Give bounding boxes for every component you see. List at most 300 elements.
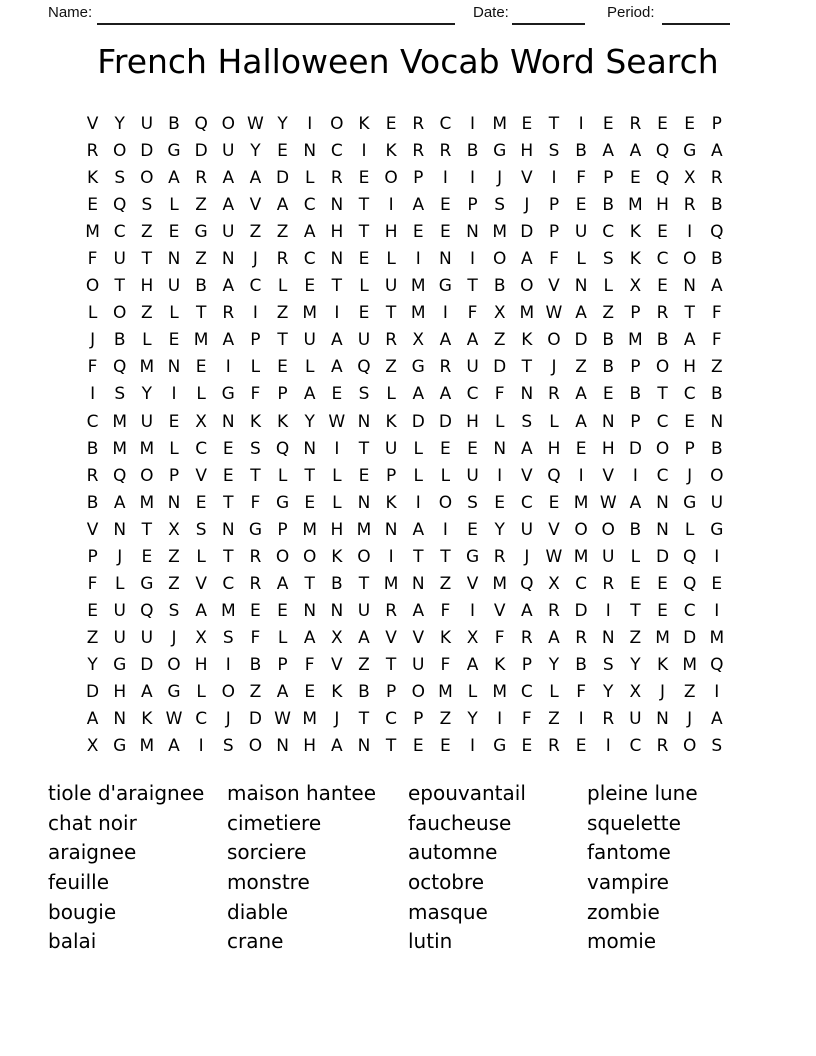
grid-cell: Z <box>249 682 262 702</box>
grid-cell: R <box>520 627 533 648</box>
grid-cell: I <box>388 546 394 567</box>
grid-cell: U <box>574 222 588 243</box>
grid-cell: Q <box>520 573 534 594</box>
grid-cell: L <box>494 411 505 432</box>
grid-cell: V <box>548 519 560 540</box>
grid-cell: A <box>303 222 316 243</box>
grid-cell: Q <box>357 357 371 378</box>
grid-cell: Z <box>276 222 289 243</box>
grid-cell: F <box>87 249 98 270</box>
grid-cell: K <box>385 492 397 513</box>
grid-cell: T <box>223 546 234 567</box>
grid-cell: J <box>334 709 340 730</box>
grid-cell: T <box>250 465 261 486</box>
grid-cell: T <box>385 736 397 757</box>
grid-cell: R <box>656 303 669 324</box>
grid-cell: P <box>630 303 641 324</box>
grid-cell: A <box>710 276 723 297</box>
grid-cell: N <box>221 249 235 270</box>
grid-cell: R <box>439 357 452 378</box>
grid-cell: X <box>168 519 180 540</box>
word-item: balai <box>48 929 97 954</box>
grid-cell: N <box>330 249 344 270</box>
grid-cell: N <box>601 411 615 432</box>
grid-cell: L <box>169 303 179 324</box>
grid-cell: D <box>248 709 262 730</box>
grid-cell: T <box>358 573 370 594</box>
grid-cell: A <box>412 195 425 216</box>
grid-cell: A <box>466 330 479 351</box>
grid-cell: G <box>710 519 724 540</box>
grid-cell: N <box>601 627 615 648</box>
grid-cell: E <box>385 114 397 135</box>
grid-cell: Y <box>141 384 153 405</box>
grid-cell: M <box>519 303 535 324</box>
grid-cell: C <box>466 384 479 405</box>
grid-cell: A <box>575 411 587 432</box>
grid-cell: N <box>167 357 181 378</box>
grid-cell: W <box>165 709 183 730</box>
grid-cell: I <box>632 465 638 486</box>
grid-cell: O <box>330 114 344 135</box>
grid-cell: I <box>307 114 313 135</box>
grid-cell: H <box>140 276 154 297</box>
grid-cell: S <box>711 736 723 757</box>
word-item: araignee <box>48 840 137 865</box>
grid-cell: A <box>629 492 642 513</box>
grid-cell: I <box>687 222 693 243</box>
grid-cell: T <box>467 276 478 297</box>
grid-cell: P <box>413 709 424 730</box>
grid-cell: K <box>331 546 343 567</box>
grid-cell: A <box>602 141 615 162</box>
grid-cell: D <box>140 141 154 162</box>
grid-cell: I <box>334 303 340 324</box>
grid-cell: I <box>470 168 476 189</box>
grid-cell: Q <box>682 573 697 594</box>
grid-cell: R <box>222 303 235 324</box>
grid-cell: I <box>171 384 177 405</box>
grid-cell: V <box>331 654 343 675</box>
grid-cell: M <box>410 303 426 324</box>
grid-cell: D <box>574 600 588 621</box>
grid-cell: W <box>599 492 617 513</box>
grid-cell: A <box>575 384 587 405</box>
grid-cell: L <box>332 465 342 486</box>
grid-cell: B <box>710 438 723 459</box>
grid-cell: I <box>225 654 231 675</box>
grid-cell: A <box>222 330 235 351</box>
grid-cell: Y <box>494 519 505 540</box>
grid-cell: T <box>630 600 641 621</box>
grid-cell: U <box>167 276 181 297</box>
grid-cell: T <box>304 573 315 594</box>
grid-cell: F <box>304 654 315 675</box>
grid-cell: K <box>276 411 289 432</box>
grid-cell: N <box>520 384 534 405</box>
grid-cell: N <box>113 519 127 540</box>
grid-cell: R <box>602 573 615 594</box>
grid-cell: E <box>602 114 614 135</box>
grid-cell: Z <box>439 709 452 730</box>
grid-cell: R <box>86 141 99 162</box>
grid-cell: N <box>357 492 371 513</box>
grid-cell: E <box>521 736 533 757</box>
grid-cell: A <box>439 384 452 405</box>
grid-cell: T <box>413 546 424 567</box>
grid-cell: E <box>657 573 668 594</box>
grid-cell: O <box>682 736 697 757</box>
grid-cell: N <box>466 222 479 243</box>
grid-cell: H <box>194 654 208 675</box>
grid-cell: F <box>576 168 586 189</box>
grid-cell: N <box>439 249 452 270</box>
grid-cell: O <box>710 465 724 486</box>
grid-cell: L <box>413 465 423 486</box>
word-item: maison hantee <box>227 781 377 805</box>
grid-cell: A <box>86 709 99 730</box>
grid-cell: X <box>548 573 560 594</box>
grid-cell: E <box>467 438 478 459</box>
grid-cell: U <box>140 114 154 135</box>
grid-cell: I <box>198 736 204 757</box>
grid-cell: R <box>548 736 560 757</box>
grid-cell: G <box>438 276 452 297</box>
grid-cell: P <box>385 682 397 702</box>
grid-cell: C <box>249 276 262 297</box>
page-title: French Halloween Vocab Word Search <box>97 42 719 81</box>
grid-cell: Z <box>629 627 642 648</box>
grid-cell: L <box>142 330 152 351</box>
grid-cell: L <box>277 465 288 486</box>
grid-cell: L <box>332 492 342 513</box>
grid-cell: X <box>493 303 506 324</box>
grid-cell: J <box>687 465 693 486</box>
grid-cell: M <box>139 736 155 757</box>
grid-cell: Q <box>547 465 561 486</box>
grid-cell: N <box>411 573 425 594</box>
grid-cell: F <box>576 682 586 702</box>
grid-cell: E <box>575 195 587 216</box>
grid-cell: G <box>194 222 208 243</box>
grid-cell: M <box>139 492 155 513</box>
grid-cell: V <box>521 465 533 486</box>
grid-cell: R <box>330 168 343 189</box>
grid-cell: E <box>195 357 207 378</box>
grid-cell: V <box>493 600 506 621</box>
grid-cell: O <box>492 249 507 270</box>
grid-cell: Y <box>603 682 614 702</box>
grid-cell: I <box>334 438 340 459</box>
word-item: feuille <box>48 870 109 895</box>
grid-cell: E <box>684 411 696 432</box>
grid-cell: I <box>442 303 448 324</box>
grid-cell: A <box>249 168 262 189</box>
grid-cell: N <box>656 709 669 730</box>
grid-cell: H <box>113 682 127 702</box>
grid-cell: S <box>602 654 614 675</box>
grid-cell: P <box>521 654 532 675</box>
grid-cell: L <box>196 384 206 405</box>
grid-cell: M <box>356 519 372 540</box>
grid-cell: V <box>86 114 99 135</box>
grid-cell: V <box>548 276 560 297</box>
grid-cell: F <box>250 627 261 648</box>
grid-cell: Y <box>304 411 315 432</box>
grid-cell: T <box>141 519 153 540</box>
grid-cell: E <box>168 330 180 351</box>
grid-cell: V <box>195 465 207 486</box>
grid-cell: U <box>602 546 615 567</box>
grid-cell: R <box>548 384 560 405</box>
grid-cell: X <box>86 736 99 757</box>
grid-cell: A <box>331 736 343 757</box>
grid-cell: D <box>493 357 507 378</box>
word-item: masque <box>408 899 488 924</box>
grid-cell: D <box>86 682 100 702</box>
grid-cell: O <box>167 654 181 675</box>
grid-cell: R <box>656 736 669 757</box>
grid-cell: M <box>682 654 697 675</box>
grid-cell: C <box>195 709 208 730</box>
grid-cell: M <box>302 709 318 730</box>
grid-cell: F <box>87 357 98 378</box>
grid-cell: Z <box>358 654 370 675</box>
grid-cell: E <box>277 357 288 378</box>
grid-cell: Z <box>86 627 99 648</box>
grid-cell: O <box>411 682 425 702</box>
grid-cell: I <box>361 141 367 162</box>
date-blank-line <box>512 6 585 25</box>
grid-cell: N <box>167 492 181 513</box>
grid-cell: B <box>602 330 615 351</box>
grid-cell: E <box>630 168 641 189</box>
grid-cell: M <box>573 546 589 567</box>
grid-cell: N <box>493 438 507 459</box>
grid-cell: Q <box>710 222 724 243</box>
grid-cell: J <box>497 168 503 189</box>
grid-cell: Q <box>682 546 697 567</box>
date-label: Date: <box>473 4 509 21</box>
grid-cell: E <box>657 276 668 297</box>
grid-cell: M <box>573 492 589 513</box>
grid-cell: S <box>114 168 126 189</box>
grid-cell: V <box>249 195 262 216</box>
grid-cell: D <box>628 438 642 459</box>
grid-cell: T <box>385 654 397 675</box>
grid-cell: K <box>629 249 641 270</box>
grid-cell: A <box>521 600 533 621</box>
grid-cell: U <box>466 465 479 486</box>
grid-cell: D <box>574 330 588 351</box>
grid-cell: L <box>196 682 206 702</box>
grid-cell: N <box>683 276 697 297</box>
grid-cell: Y <box>250 141 261 162</box>
grid-cell: L <box>684 519 695 540</box>
grid-cell: T <box>385 303 397 324</box>
grid-cell: B <box>113 330 126 351</box>
grid-cell: U <box>466 357 479 378</box>
grid-cell: G <box>113 736 127 757</box>
grid-cell: H <box>601 438 615 459</box>
grid-cell: O <box>601 519 615 540</box>
grid-cell: U <box>303 330 316 351</box>
grid-cell: E <box>358 168 370 189</box>
word-item: bougie <box>48 899 117 924</box>
word-item: pleine lune <box>587 781 698 805</box>
grid-cell: B <box>466 141 479 162</box>
grid-cell: M <box>193 330 209 351</box>
grid-cell: L <box>386 384 396 405</box>
grid-cell: O <box>574 519 588 540</box>
grid-cell: L <box>576 249 586 270</box>
grid-cell: T <box>358 222 370 243</box>
grid-cell: B <box>575 141 587 162</box>
grid-cell: Y <box>467 709 478 730</box>
grid-cell: S <box>195 519 207 540</box>
grid-cell: K <box>86 168 99 189</box>
grid-cell: E <box>304 682 316 702</box>
grid-cell: S <box>222 736 234 757</box>
grid-cell: S <box>602 249 614 270</box>
grid-cell: F <box>521 709 532 730</box>
word-item: zombie <box>587 899 660 924</box>
grid-cell: Z <box>575 357 587 378</box>
grid-cell: U <box>384 276 398 297</box>
grid-cell: X <box>629 276 642 297</box>
grid-cell: H <box>303 736 317 757</box>
grid-cell: A <box>521 249 533 270</box>
grid-cell: F <box>250 492 261 513</box>
word-item: squelette <box>587 810 681 835</box>
grid-cell: E <box>141 546 153 567</box>
grid-cell: M <box>85 222 100 243</box>
grid-cell: R <box>710 168 723 189</box>
grid-cell: C <box>656 249 669 270</box>
grid-cell: T <box>141 249 153 270</box>
grid-cell: M <box>139 357 155 378</box>
grid-cell: N <box>221 519 235 540</box>
word-item: sorciere <box>227 840 307 865</box>
grid-cell: H <box>330 222 344 243</box>
grid-cell: A <box>412 600 425 621</box>
grid-cell: I <box>551 168 557 189</box>
grid-cell: F <box>440 654 451 675</box>
grid-cell: B <box>575 654 587 675</box>
grid-cell: I <box>470 114 476 135</box>
grid-cell: O <box>547 330 561 351</box>
grid-cell: C <box>602 222 615 243</box>
grid-cell: A <box>168 168 180 189</box>
grid-cell: P <box>277 654 288 675</box>
grid-cell: M <box>655 627 670 648</box>
grid-cell: G <box>411 357 425 378</box>
grid-cell: A <box>303 627 316 648</box>
grid-cell: E <box>277 141 288 162</box>
grid-cell: Q <box>140 600 154 621</box>
grid-cell: I <box>605 600 611 621</box>
grid-cell: L <box>250 357 261 378</box>
grid-cell: A <box>412 384 425 405</box>
grid-cell: M <box>709 627 725 648</box>
grid-cell: E <box>630 573 641 594</box>
grid-cell: A <box>168 736 180 757</box>
grid-cell: E <box>440 438 451 459</box>
grid-cell: I <box>714 600 720 621</box>
grid-cell: C <box>86 411 99 432</box>
grid-cell: B <box>710 384 723 405</box>
word-item: momie <box>587 929 657 954</box>
grid-cell: X <box>466 627 479 648</box>
grid-cell: I <box>470 600 476 621</box>
grid-cell: N <box>276 736 289 757</box>
grid-cell: Z <box>141 222 153 243</box>
grid-cell: M <box>302 519 318 540</box>
grid-cell: U <box>113 249 126 270</box>
grid-cell: P <box>277 384 288 405</box>
grid-cell: V <box>385 627 397 648</box>
grid-cell: G <box>275 492 290 513</box>
grid-cell: Z <box>683 682 696 702</box>
grid-cell: E <box>87 195 98 216</box>
grid-cell: Q <box>275 438 290 459</box>
grid-cell: D <box>140 654 154 675</box>
grid-cell: B <box>629 519 642 540</box>
grid-cell: Z <box>195 195 207 216</box>
grid-cell: O <box>248 736 263 757</box>
grid-cell: N <box>303 141 317 162</box>
grid-cell: A <box>412 519 425 540</box>
grid-cell: S <box>521 411 533 432</box>
grid-cell: R <box>629 114 642 135</box>
grid-cell: L <box>196 546 206 567</box>
grid-cell: H <box>384 222 398 243</box>
grid-cell: X <box>331 627 343 648</box>
grid-cell: G <box>140 573 154 594</box>
grid-cell: J <box>687 709 693 730</box>
grid-cell: E <box>412 736 424 757</box>
word-list <box>48 779 757 957</box>
grid-cell: E <box>87 600 98 621</box>
grid-cell: V <box>86 519 99 540</box>
grid-cell: N <box>656 492 669 513</box>
grid-cell: K <box>385 411 397 432</box>
grid-cell: H <box>330 519 344 540</box>
grid-cell: K <box>656 654 669 675</box>
grid-cell: V <box>195 573 207 594</box>
period-blank-line <box>662 6 730 25</box>
grid-cell: R <box>249 546 262 567</box>
grid-cell: G <box>683 141 697 162</box>
grid-cell: U <box>629 709 642 730</box>
grid-cell: Q <box>113 465 127 486</box>
grid-cell: R <box>602 709 615 730</box>
word-item: crane <box>227 929 284 954</box>
grid-cell: Q <box>710 654 724 675</box>
grid-cell: G <box>465 546 480 567</box>
grid-cell: E <box>222 438 234 459</box>
grid-cell: S <box>250 438 261 459</box>
grid-cell: T <box>114 276 125 297</box>
name-label: Name: <box>48 4 93 21</box>
grid-cell: K <box>521 330 533 351</box>
grid-cell: I <box>252 303 258 324</box>
word-item: faucheuse <box>408 810 512 835</box>
grid-cell: C <box>439 114 452 135</box>
word-item: epouvantail <box>408 781 526 805</box>
grid-cell: E <box>657 600 668 621</box>
grid-cell: O <box>140 465 154 486</box>
